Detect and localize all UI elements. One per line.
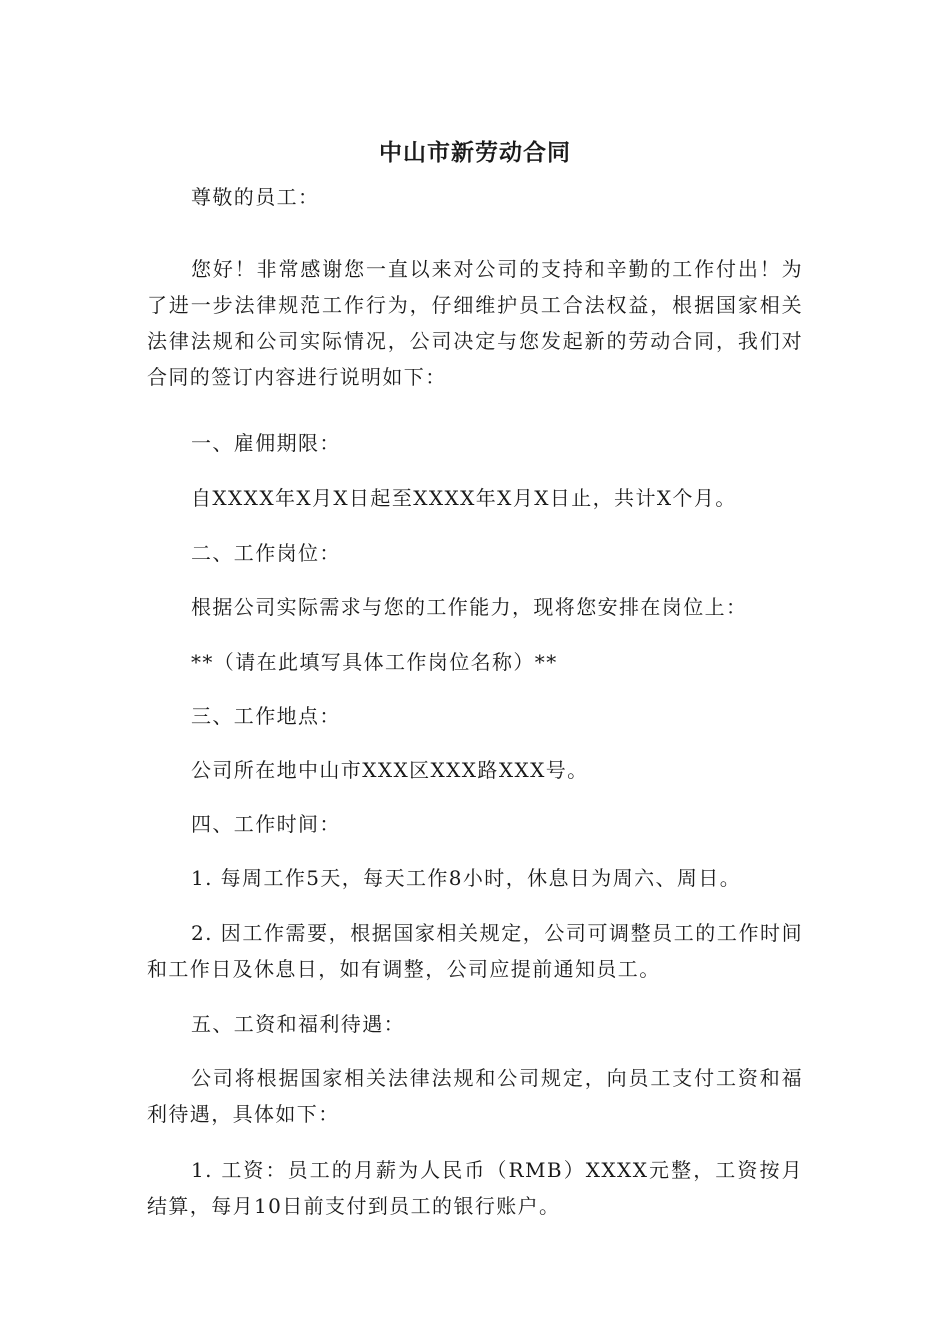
position-placeholder: **（请在此填写具体工作岗位名称）** [191,650,558,674]
hours-item-1: 1. 每周工作5天，每天工作8小时，休息日为周六、周日。 [191,866,742,890]
intro-paragraph: 您好！非常感谢您一直以来对公司的支持和辛勤的工作付出！为了进一步法律规范工作行为，仔细维护员工合法权益，根据国家相关法律法规和公司实际情况，公司决定与您发起新的劳动合同，我们对合同的签订内容进行说明如下： [147,257,803,389]
section-heading-hours: 四、工作时间： [191,812,341,836]
location-paragraph: 公司所在地中山市XXX区XXX路XXX号。 [191,758,589,782]
section-heading-position: 二、工作岗位： [191,541,341,565]
salary-paragraph: 公司将根据国家相关法律法规和公司规定，向员工支付工资和福利待遇，具体如下： [147,1066,803,1126]
position-paragraph: 根据公司实际需求与您的工作能力，现将您安排在岗位上： [191,595,748,619]
greeting: 尊敬的员工： [191,185,320,209]
term-paragraph: 自XXXX年X月X日起至XXXX年X月X日止，共计X个月。 [191,486,737,510]
section-heading-term: 一、雇佣期限： [191,431,341,455]
section-heading-salary: 五、工资和福利待遇： [191,1012,405,1036]
document-title: 中山市新劳动合同 [379,140,571,166]
hours-item-2: 2. 因工作需要，根据国家相关规定，公司可调整员工的工作时间和工作日及休息日，如有调整，公司应提前通知员工。 [147,921,803,981]
section-heading-location: 三、工作地点： [191,704,341,728]
salary-item-1: 1. 工资：员工的月薪为人民币（RMB）XXXX元整，工资按月结算，每月10日前支付到员工的银行账户。 [147,1158,803,1218]
